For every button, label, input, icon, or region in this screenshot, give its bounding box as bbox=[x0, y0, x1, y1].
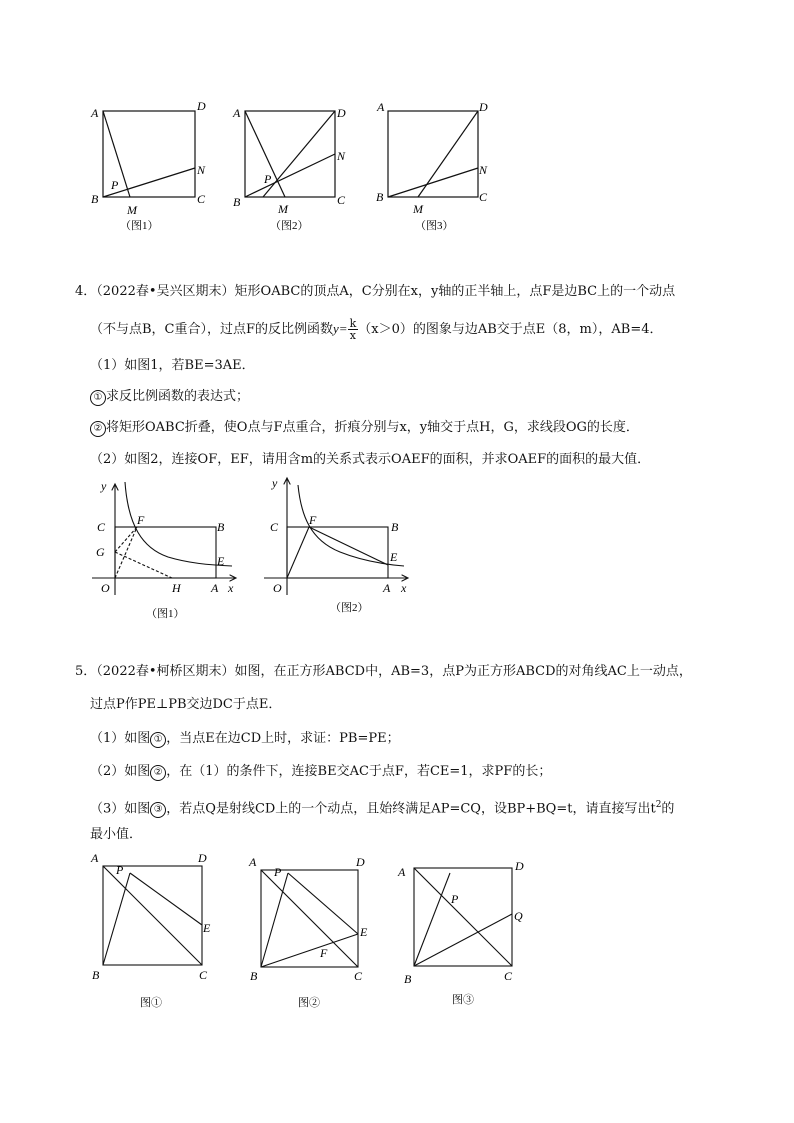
top-figures bbox=[0, 95, 794, 240]
q4-source: （2022春•吴兴区期末） bbox=[96, 284, 235, 299]
q4-fig2-label-y: y bbox=[272, 476, 278, 490]
q5-fig2-label-d: D bbox=[356, 855, 365, 869]
q4-func-fraction bbox=[348, 318, 359, 341]
q4-fig2-label-a: A bbox=[383, 581, 391, 595]
q4-fig1-label-y: y bbox=[101, 479, 107, 493]
q4-figure-2 bbox=[264, 478, 408, 595]
q5-part1-marker: ① bbox=[150, 732, 166, 748]
fig1-label-a: A bbox=[91, 106, 99, 120]
q4-fig2-label-e: E bbox=[390, 550, 398, 564]
q5-part1 bbox=[90, 730, 400, 748]
q5-source: （2022春•柯桥区期末） bbox=[96, 664, 235, 679]
q5-part3-b: ，若点Q是射线CD上的一个动点，且始终满足AP=CQ，设BP+BQ=t，请直接写出t bbox=[166, 801, 656, 817]
q5-part2-marker: ② bbox=[150, 765, 166, 781]
q4-figure-2-caption: （图2） bbox=[330, 602, 369, 614]
q4-part1-2-text: 将矩形OABC折叠，使O点与F点重合，折痕分别与x，y轴交于点H，G，求线段OG的长度． bbox=[106, 420, 639, 435]
q5-fig1-label-a: A bbox=[91, 851, 99, 865]
top-figure-1-caption: （图1） bbox=[120, 220, 159, 232]
fig2-label-m: M bbox=[278, 202, 288, 216]
q5-number: 5． bbox=[75, 664, 97, 679]
q4-figure-1-caption: （图1） bbox=[146, 608, 185, 620]
q5-part2-a: （2）如图 bbox=[90, 764, 151, 779]
q4-fig2-label-b: B bbox=[391, 520, 399, 534]
q5-fig1-label-e: E bbox=[203, 921, 211, 935]
q4-fig1-label-a: A bbox=[211, 581, 219, 595]
q5-part3 bbox=[90, 796, 674, 818]
fig1-label-m: M bbox=[127, 203, 137, 217]
q4-func-denominator: x bbox=[349, 329, 357, 342]
q4-part1: （1）如图1，若BE=3AE． bbox=[90, 358, 255, 373]
q5-fig1-label-b: B bbox=[92, 968, 100, 982]
top-figure-2 bbox=[245, 111, 335, 197]
q5-figure-1 bbox=[103, 866, 202, 965]
q4-fig1-label-o: O bbox=[101, 581, 110, 595]
q5-part3-d: 最小值． bbox=[90, 827, 143, 842]
fig2-label-n: N bbox=[337, 149, 346, 163]
q4-part1-1-marker: ① bbox=[90, 390, 106, 406]
q5-figure-2-caption: 图② bbox=[298, 997, 320, 1009]
fig2-label-p: P bbox=[264, 172, 272, 186]
q4-figures bbox=[0, 475, 794, 625]
fig1-label-n: N bbox=[197, 163, 206, 177]
q4-line1 bbox=[75, 283, 675, 301]
q4-figure-1 bbox=[92, 482, 236, 595]
q5-fig3-label-q: Q bbox=[514, 909, 523, 923]
q5-figure-2 bbox=[261, 870, 358, 967]
q4-fig2-label-c: C bbox=[270, 520, 279, 534]
q4-fig2-label-o: O bbox=[273, 581, 282, 595]
q5-line1 bbox=[75, 663, 692, 681]
fig1-label-p: P bbox=[111, 178, 119, 192]
fig3-label-m: M bbox=[413, 202, 423, 216]
q4-func-numerator: k bbox=[349, 317, 357, 330]
fig2-label-b: B bbox=[233, 195, 241, 209]
q5-fig2-label-p: P bbox=[274, 865, 282, 879]
fig3-label-d: D bbox=[479, 100, 488, 114]
q4-number: 4． bbox=[75, 284, 97, 299]
q5-part2 bbox=[90, 763, 551, 781]
q5-fig1-label-d: D bbox=[198, 851, 207, 865]
fig3-label-b: B bbox=[376, 190, 384, 204]
fig1-label-c: C bbox=[197, 192, 206, 206]
q5-statement-line2: 过点P作PE⊥PB交边DC于点E． bbox=[90, 697, 282, 712]
q5-part3-marker: ③ bbox=[150, 802, 166, 818]
q5-fig2-label-f: F bbox=[320, 946, 328, 960]
q5-fig3-label-p: P bbox=[451, 892, 459, 906]
q4-line2 bbox=[90, 318, 663, 341]
q4-func-condition: （x＞0） bbox=[358, 322, 413, 337]
q5-fig2-label-b: B bbox=[250, 969, 258, 983]
q4-fig1-label-f: F bbox=[137, 513, 145, 527]
fig3-label-a: A bbox=[377, 100, 385, 114]
q5-figures bbox=[0, 850, 794, 1015]
q4-part1-1-text: 求反比例函数的表达式； bbox=[106, 389, 250, 404]
q4-fig2-label-x: x bbox=[401, 581, 407, 595]
q5-part3-c: 的 bbox=[661, 801, 675, 817]
q5-figure-3-caption: 图③ bbox=[452, 994, 474, 1006]
q4-statement-line2a: （不与点B，C重合），过点F的反比例函数 bbox=[90, 322, 334, 337]
q4-fig1-label-e: E bbox=[217, 554, 225, 568]
fig2-label-d: D bbox=[337, 106, 346, 120]
q5-part2-b: ，在（1）的条件下，连接BE交AC于点F，若CE=1，求PF的长； bbox=[166, 764, 552, 779]
q4-part1-2-marker: ② bbox=[90, 421, 106, 437]
q5-part1-a: （1）如图 bbox=[90, 731, 151, 746]
q5-part3-a: （3）如图 bbox=[90, 801, 151, 817]
q5-fig1-label-c: C bbox=[199, 968, 208, 982]
q4-fig1-label-x: x bbox=[228, 581, 234, 595]
fig1-label-d: D bbox=[197, 99, 206, 113]
top-figure-2-caption: （图2） bbox=[270, 220, 309, 232]
q4-part1-2 bbox=[90, 419, 639, 437]
q4-statement-line1: 矩形OABC的顶点A，C分别在x，y轴的正半轴上，点F是边BC上的一个动点 bbox=[234, 284, 676, 299]
fig2-label-a: A bbox=[233, 106, 241, 120]
q5-fig2-label-a: A bbox=[249, 855, 257, 869]
q5-part3-sup: 2 bbox=[655, 800, 662, 810]
q4-fig1-label-b: B bbox=[217, 520, 225, 534]
top-figure-3 bbox=[388, 111, 478, 197]
q4-statement-line2b: 的图象与边AB交于点E（8，m），AB=4． bbox=[412, 322, 663, 337]
q5-fig3-label-b: B bbox=[404, 972, 412, 986]
q4-func-y: y= bbox=[333, 321, 348, 336]
fig3-label-c: C bbox=[479, 190, 488, 204]
q4-fig1-label-g: G bbox=[96, 545, 105, 559]
fig1-label-b: B bbox=[91, 192, 99, 206]
fig3-label-n: N bbox=[479, 163, 488, 177]
q5-fig3-label-c: C bbox=[504, 969, 513, 983]
q5-figure-3 bbox=[414, 868, 512, 966]
q5-statement-line1: 如图，在正方形ABCD中，AB=3，点P为正方形ABCD的对角线AC上一动点， bbox=[234, 664, 692, 679]
q4-fig1-label-c: C bbox=[97, 520, 106, 534]
fig2-label-c: C bbox=[337, 193, 346, 207]
q5-figure-1-caption: 图① bbox=[140, 997, 162, 1009]
q5-fig2-label-e: E bbox=[360, 925, 368, 939]
q4-fig2-label-f: F bbox=[309, 513, 317, 527]
top-figure-3-caption: （图3） bbox=[415, 220, 454, 232]
q5-part1-b: ，当点E在边CD上时，求证：PB=PE； bbox=[166, 731, 400, 746]
q5-fig2-label-c: C bbox=[354, 969, 363, 983]
q5-fig1-label-p: P bbox=[116, 863, 124, 877]
q4-fig1-label-h: H bbox=[172, 581, 181, 595]
q4-part2: （2）如图2，连接OF，EF，请用含m的关系式表示OAEF的面积，并求OAEF的面积的最大值． bbox=[90, 452, 651, 467]
q5-fig3-label-d: D bbox=[515, 859, 524, 873]
q5-fig3-label-a: A bbox=[398, 865, 406, 879]
q4-part1-1 bbox=[90, 388, 249, 406]
